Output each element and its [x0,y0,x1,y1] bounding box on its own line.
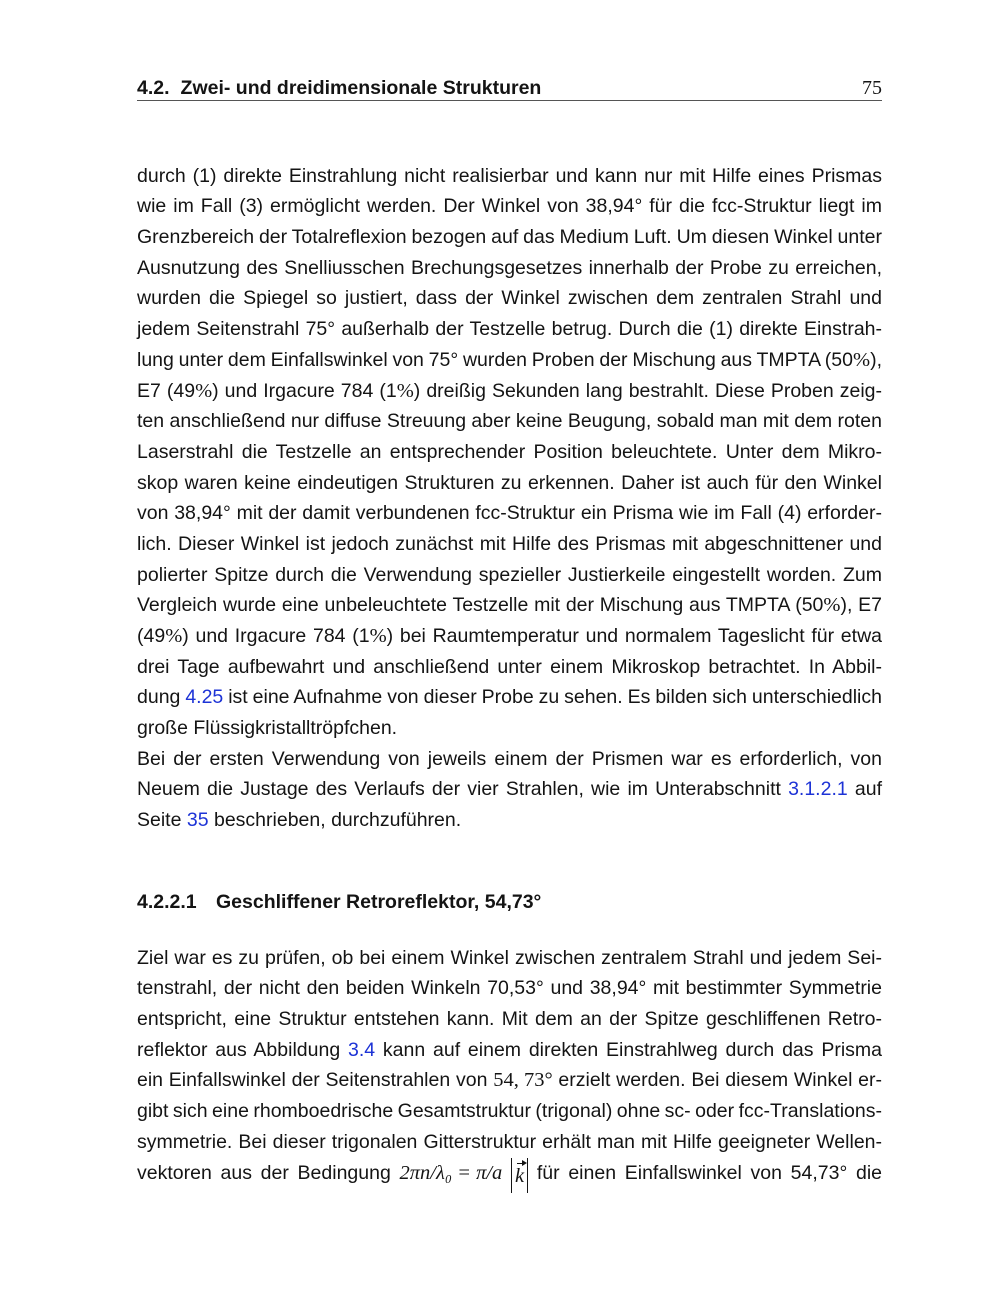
text-line-content [137,441,882,463]
math-symbol: % [396,379,414,402]
subsection-heading [137,887,882,918]
text-line-content [137,625,882,647]
page-number: 75 [862,76,882,99]
text-run: ), E7 [840,594,883,617]
text-line-content [137,349,882,371]
section-number: 4.2. [137,76,170,99]
text-run: Grenzbereich der Totalreflexion bezogen auf das Medium Luft. Um diesen Winkel unter [137,226,882,249]
text-run: Ziel war es zu prüfen, ob bei einem Winkel zwischen zentralem Strahl und jedem Sei- [137,946,882,969]
text-line [137,1004,882,1035]
text-line [137,529,882,560]
text-line [137,590,882,621]
text-line [137,621,882,652]
text-run: Neuem die Justage des Verlaufs der vier Strahlen, wie im Unterabschnitt [137,778,789,801]
text-run: wurden die Spiegel so justiert, dass der Winkel zwischen dem zentralen Strahl und [137,287,882,310]
text-line [137,943,882,974]
text-line [137,652,882,683]
text-line [137,498,882,529]
text-run: entspricht, eine Struktur entstehen kann. Mit dem an der Spitze geschliffenen Retro- [137,1008,882,1031]
text-line-content [137,287,882,309]
text-line [137,253,882,284]
text-run: auf [847,778,882,801]
text-run: drei Tage aufbewahrt und anschließend unter einem Mikroskop betrachtet. In Abbil- [137,655,882,678]
text-line [137,222,882,253]
text-line-content [137,533,882,555]
text-line-content [137,195,882,217]
text-run: E7 (49 [137,379,196,402]
text-run: (49 [137,625,166,647]
text-run: dung [137,686,186,709]
text-run: tenstrahl, der nicht den beiden Winkeln 70,53° und 38,94° mit bestimmter Symmetrie [137,977,882,1000]
text-line [137,682,882,713]
running-header [137,73,882,104]
text-run: ) und Irgacure 784 (1 [182,625,370,647]
text-line-content [137,1008,882,1030]
text-line-content [137,809,461,831]
text-run: ) dreißig Sekunden lang bestrahlt. Diese Proben zeig- [413,379,883,402]
text-line [137,1035,882,1066]
math-symbol: % [195,379,213,402]
vector-symbol: k [515,1164,525,1187]
text-line-content [137,686,882,708]
header-rule [137,100,882,101]
text-line [137,1096,882,1127]
text-line [137,406,882,437]
text-line-content [137,410,882,432]
text-line-content [137,1131,882,1153]
text-line-content [137,380,882,402]
cross-reference-link[interactable]: 3.1.2.1 [788,778,848,801]
text-line-content [137,717,397,739]
text-run: Laserstrahl die Testzelle an entsprechender Position beleuchtete. Unter dem Mikro- [137,440,882,463]
text-run [502,1162,511,1184]
vector-norm [511,1158,528,1193]
text-run: Vergleich wurde eine unbeleuchtete Testzelle mit der Mischung aus TMPTA (50 [137,594,824,617]
text-line [137,560,882,591]
text-run: jedem Seitenstrahl 75° außerhalb der Testzelle betrug. Durch die (1) direkte Einstrah- [137,318,882,341]
text-line [137,774,882,805]
text-line-content [137,594,882,616]
text-run: ist eine Aufnahme von dieser Probe zu sehen. Es bilden sich unterschiedlich [223,686,882,709]
cross-reference-link[interactable]: 3.4 [347,1038,376,1061]
math-symbol: % [823,594,841,617]
text-run: für einen Einfallswinkel von 54,73° die [528,1161,882,1184]
text-run: von 38,94° mit der damit verbundenen fcc-Struktur ein Prisma wie im Fall (4) erforder- [137,502,882,525]
text-run: Seite [137,809,187,832]
text-line [137,1127,882,1158]
text-line-content [137,502,882,524]
body-text [137,161,882,836]
text-line [137,283,882,314]
text-run: ), [870,348,882,371]
text-run: große Flüssigkristalltröpfchen. [137,717,398,740]
text-line [137,468,882,499]
text-run: ) und Irgacure 784 (1 [212,379,397,402]
math-symbol: % [853,348,871,371]
text-line [137,376,882,407]
text-line-content [137,1100,882,1122]
text-line-content [137,226,882,248]
text-run: lich. Dieser Winkel ist jedoch zunächst mit Hilfe des Prismas mit abgeschnittener und [137,532,882,555]
text-line [137,191,882,222]
text-line [137,1158,882,1189]
text-run: ) bei Raumtemperatur und normalem Tageslicht für etwa [386,625,882,647]
text-line-content [137,1069,882,1091]
cross-reference-link[interactable]: 35 [186,809,209,832]
text-line [137,314,882,345]
text-line-content [137,778,882,800]
text-line [137,345,882,376]
text-run: ein Einfallswinkel der Seitenstrahlen von [137,1069,494,1092]
text-run: Bei der ersten Verwendung von jeweils einem der Prismen war es erforderlich, von [137,747,882,770]
text-line [137,973,882,1004]
text-run: polierter Spitze durch die Verwendung spezieller Justierkeile eingestellt worden. Zum [137,563,882,586]
cross-reference-link[interactable]: 4.25 [185,686,224,709]
text-run: gibt sich eine rhomboedrische Gesamtstruktur (trigonal) ohne sc- oder fcc-Translations- [137,1100,882,1123]
text-line-content [137,1161,882,1187]
text-line-content [137,472,882,494]
text-line [137,713,882,744]
text-run: vektoren aus der Bedingung [137,1161,400,1184]
text-line [137,437,882,468]
section-title: Zwei- und dreidimensionale Strukturen [180,76,542,99]
text-run: erzielt werden. Bei diesem Winkel er- [552,1069,882,1092]
text-run: symmetrie. Bei dieser trigonalen Gitterstruktur erhält man mit Hilfe geeigneter Wellen- [137,1130,882,1153]
text-run: durch (1) direkte Einstrahlung nicht realisierbar und kann nur mit Hilfe eines Prismas [137,164,882,187]
math-symbol: % [165,625,183,647]
text-line [137,805,882,836]
text-line-content [137,165,882,187]
text-run: wie im Fall (3) ermöglicht werden. Der Winkel von 38,94° für die fcc-Struktur liegt im [137,195,882,218]
paragraph [137,943,882,1189]
text-line [137,161,882,192]
text-line-content [137,656,882,678]
text-line-content [137,318,882,340]
math-symbol: 54, 73° [493,1069,553,1092]
text-run: lung unter dem Einfallswinkel von 75° wurden Proben der Mischung aus TMPTA (50 [137,348,853,371]
text-line-content [137,947,882,969]
subsection-text [137,943,882,1189]
text-run: beschrieben, durchzuführen. [208,809,462,832]
subsection-title: Geschliffener Retroreflektor, 54,73° [216,890,542,913]
text-run: skop waren keine eindeutigen Strukturen zu erkennen. Daher ist auch für den Winkel [137,471,882,494]
math-symbol: % [369,625,387,647]
paragraph [137,161,882,744]
text-run: reflektor aus Abbildung [137,1038,348,1061]
text-line-content [137,1039,882,1061]
subsection-number: 4.2.2.1 [137,890,197,913]
text-line-content [137,564,882,586]
text-run: kann auf einem direkten Einstrahlweg durch das Prisma [375,1038,882,1061]
paragraph [137,744,882,836]
text-line [137,1065,882,1096]
math-equation: 2πn/λ₀ = π/a [399,1161,503,1184]
text-line-content [137,977,882,999]
text-line-content [137,257,882,279]
text-run: ten anschließend nur diffuse Streuung aber keine Beugung, sobald man mit dem roten [137,410,882,433]
text-line [137,744,882,775]
text-run: Ausnutzung des Snelliusschen Brechungsgesetzes innerhalb der Probe zu erreichen, [137,256,882,279]
text-line-content [137,748,882,770]
